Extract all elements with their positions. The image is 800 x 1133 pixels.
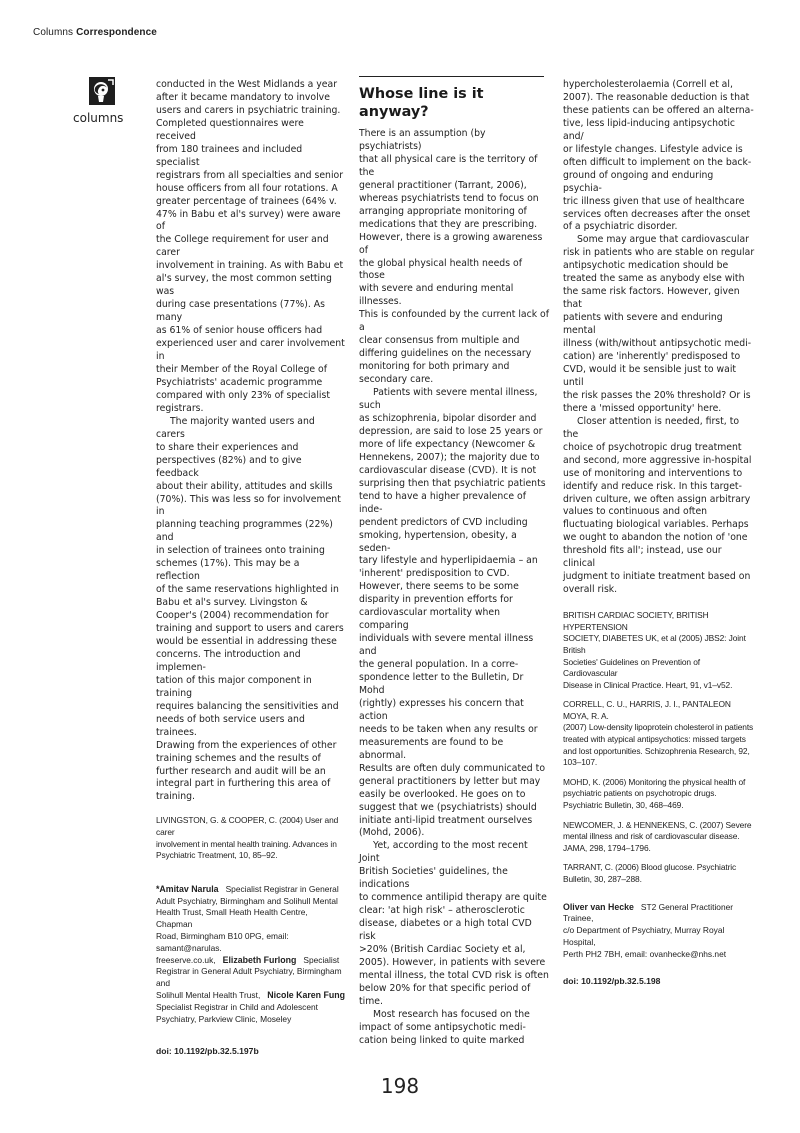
reference: TARRANT, C. (2006) Blood glucose. Psychiatric Bulletin, 30, 287–288. [563, 862, 737, 884]
header-section: Columns [33, 27, 74, 38]
paragraph: There is an assumption (by psychiatrists) that all physical care is the territory of the general practitioner (Tarrant, 2006), whereas psychiatrists tend to focus on arranging appropriate monitoring of medications that they are prescribing. However, there is a growing awareness of the global physical health needs of those with severe and enduring mental illnesses. This is confounded by the current lack of a clear consensus from multiple and differing guidelines on the necessary monitoring for both primary and secondary care. [359, 128, 550, 386]
author-block: Oliver van Hecke ST2 General Practitioner Trainee, c/o Department of Psychiatry, Murray Royal Hospital, Perth PH2 7BH, email: ovanhecke@nhs.net [563, 901, 734, 959]
column-2 [359, 79, 549, 1048]
reference: BRITISH CARDIAC SOCIETY, BRITISH HYPERTENSION SOCIETY, DIABETES UK, et al (2005) JBS2: Joint British Societies' Guidelines on Prevention of Cardiovascular Disease in Clinical Practice. Heart, 91, v1–v52. [563, 610, 746, 690]
reference: LIVINGSTON, G. & COOPER, C. (2004) User and carer involvement in mental health training. Advances in Psychiatric Treatment, 10, 85–92. [156, 815, 339, 861]
section-label: columns [73, 111, 124, 125]
columns-logo-icon [88, 76, 116, 106]
running-header [33, 27, 157, 38]
title-rule [359, 76, 544, 77]
paragraph: hypercholesterolaemia (Correll et al, 2007). The reasonable deduction is that these patients can be offered an alterna- tive, less lipid-inducing antipsychotic and/ or lifestyle changes. Lifestyle advice is often difficult to implement on the back- ground of ongoing and enduring psychia- tric illness given that use of healthcare services often decreases after the onset of a psychiatric disorder. [563, 79, 754, 233]
paragraph: The majority wanted users and carers to share their experiences and perspectives (82%) and to give feedback about their ability, attitudes and skills (70%). This was less so for involvement in planning teaching programmes (22%) and in selection of trainees onto training schemes (17%). This may be a reflection of the same reservations highlighted in Babu et al's survey. Livingston & Cooper's (2004) recommendation for training and support to users and carers would be essential in addressing these concerns. The introduction and implemen- tation of this major component in training requires balancing the sensitivities and needs of both service users and trainees. Drawing from the experiences of other training schemes and the results of further research and audit will be an integral part in furthering this area of training. [156, 415, 344, 803]
reference: NEWCOMER, J. & HENNEKENS, C. (2007) Severe mental illness and risk of cardiovascular disease. JAMA, 298, 1794–1796. [563, 819, 752, 853]
doi: doi: 10.1192/pb.32.5.197b [156, 1046, 259, 1057]
column-3 [563, 79, 755, 988]
reference: MOHD, K. (2006) Monitoring the physical health of psychiatric patients on psychotropic drugs. Psychiatric Bulletin, 30, 468–469. [563, 776, 746, 811]
reference: CORRELL, C. U., HARRIS, J. I., PANTALEON MOYA, R. A. (2007) Low-density lipoprotein cholesterol in patients treated with atypical antipsychotics: missed targets and lost opportunities. Schizophrenia Research, 92, 103–107. [563, 699, 754, 768]
paragraph: Most research has focused on the impact of some antipsychotic medi- cation being linked to quite marked [359, 1008, 530, 1046]
author-block: *Amitav Narula Specialist Registrar in General Adult Psychiatry, Birmingham and Solihull Mental Health Trust, Small Heath Health Centre, Chapman Road, Birmingham B10 0PG, email: samant@narulas. freeserve.co.uk, Elizabeth Furlong Specialist Registrar in General Adult Psychiatry, Birmingham and Solihull Mental Health Trust, Nicole Karen Fung Specialist Registrar in Child and Adolescent Psychiatry, Parkview Clinic, Moseley [156, 883, 345, 1024]
paragraph: Patients with severe mental illness, such as schizophrenia, bipolar disorder and depression, are said to lose 25 years or more of life expectancy (Newcomer & Hennekens, 2007); the majority due to cardiovascular disease (CVD). It is not surprising then that psychiatric patients tend to have a higher prevalence of inde- pendent predictors of CVD including smoking, hypertension, obesity, a seden- tary lifestyle and hyperlipidaemia – an 'inherent' predisposition to CVD. However, there seems to be some disparity in prevention efforts for cardiovascular mortality when comparing individuals with severe mental illness and the general population. In a corre- spondence letter to the Bulletin, Dr Mohd (rightly) expresses his concern that action needs to be taken when any results or measurements are found to be abnormal. Results are often duly communicated to general practitioners by letter but may easily be overlooked. He goes on to suggest that we (psychiatrists) should initiate anti-lipid treatment ourselves (Mohd, 2006). [359, 387, 546, 839]
doi: doi: 10.1192/pb.32.5.198 [563, 975, 661, 986]
paragraph: Some may argue that cardiovascular risk in patients who are stable on regular antipsychotic medication should be treated the same as anybody else with the same risk factors. However, given that patients with severe and enduring mental illness (with/without antipsychotic medi- cation) are 'inherently' predisposed to CVD, would it be sensible just to wait until the risk passes the 20% threshold? Or is there a 'missed opportunity' here. [563, 234, 755, 414]
page-number: 198 [380, 1074, 420, 1098]
paragraph: Yet, according to the most recent Joint British Societies' guidelines, the indications to commence antilipid therapy are quite clear: 'at high risk' – atherosclerotic disease, diabetes or a high total CVD risk >20% (British Cardiac Society et al, 2005). However, in patients with severe mental illness, the total CVD risk is often below 20% for that specific period of time. [359, 840, 549, 1007]
paragraph: conducted in the West Midlands a year after it became mandatory to involve users and carers in psychiatric training. Completed questionnaires were received from 180 trainees and included specialist registrars from all specialties and senior house officers from all four rotations. A greater percentage of trainees (64% v. 47% in Babu et al's survey) were aware of the College requirement for user and carer involvement in training. As with Babu et al's survey, the most common setting was during case presentations (77%). As many as 61% of senior house officers had experienced user and carer involvement in their Member of the Royal College of Psychiatrists' academic programme compared with only 23% of specialist registrars. [156, 79, 345, 414]
article-title: Whose line is it anyway? [359, 86, 484, 120]
paragraph: Closer attention is needed, first, to the choice of psychotropic drug treatment and second, more aggressive in-hospital use of monitoring and interventions to identify and reduce risk. In this target- driven culture, we often assign arbitrary values to continuous and often fluctuating biological variables. Perhaps we ought to abandon the notion of 'one threshold fits all'; instead, use our clinical judgment to initiate treatment based on overall risk. [563, 415, 752, 596]
header-subsection: Correspondence [76, 27, 157, 38]
column-1 [156, 79, 346, 1058]
